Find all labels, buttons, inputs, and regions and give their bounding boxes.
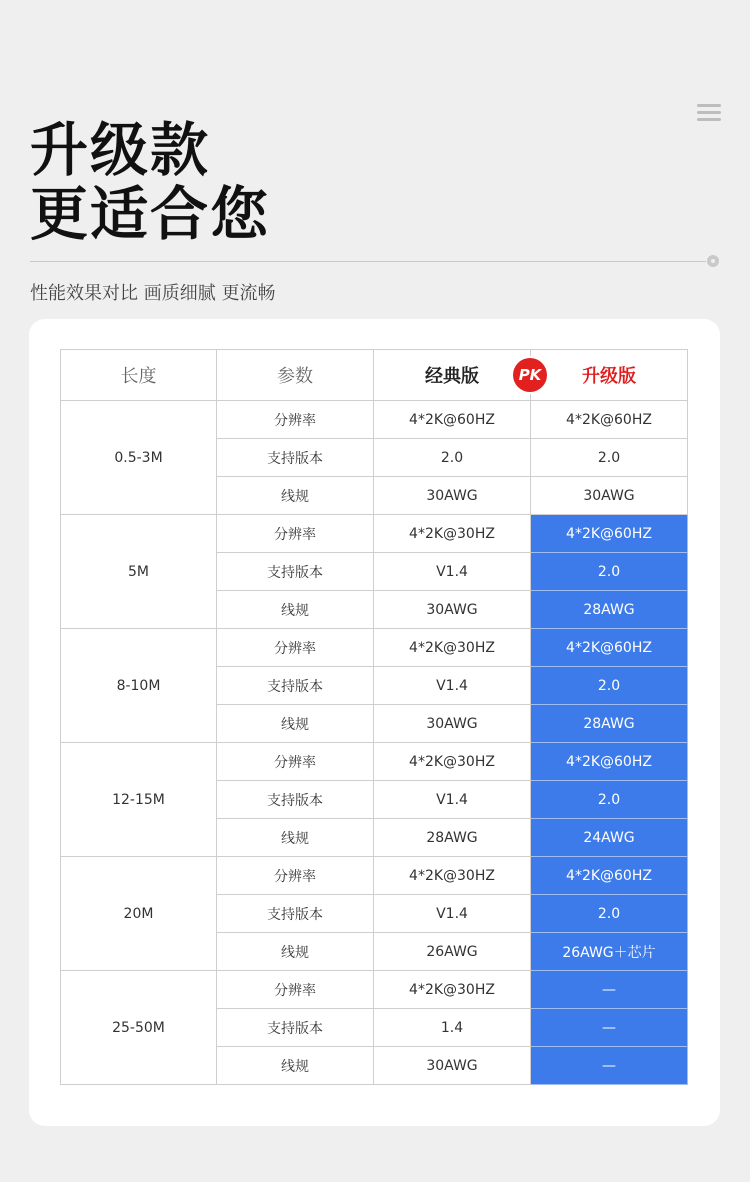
table-row bbox=[61, 629, 688, 667]
param-cell: 支持版本 bbox=[217, 439, 374, 477]
upgrade-cell: 28AWG bbox=[531, 705, 688, 743]
upgrade-cell: 30AWG bbox=[531, 477, 688, 515]
page-title bbox=[30, 118, 270, 246]
param-cell: 线规 bbox=[217, 477, 374, 515]
length-cell: 20M bbox=[61, 857, 217, 971]
classic-cell: 4*2K@30HZ bbox=[374, 629, 531, 667]
table-row bbox=[61, 971, 688, 1009]
upgrade-cell: — bbox=[531, 1047, 688, 1085]
param-cell: 支持版本 bbox=[217, 667, 374, 705]
param-cell: 支持版本 bbox=[217, 895, 374, 933]
table-row bbox=[61, 857, 688, 895]
param-cell: 线规 bbox=[217, 933, 374, 971]
classic-cell: 28AWG bbox=[374, 819, 531, 857]
classic-cell: 2.0 bbox=[374, 439, 531, 477]
table-row bbox=[61, 515, 688, 553]
classic-cell: 4*2K@60HZ bbox=[374, 401, 531, 439]
upgrade-cell: 28AWG bbox=[531, 591, 688, 629]
param-cell: 分辨率 bbox=[217, 629, 374, 667]
classic-cell: V1.4 bbox=[374, 667, 531, 705]
length-cell: 25-50M bbox=[61, 971, 217, 1085]
divider-line bbox=[30, 261, 706, 262]
table-row bbox=[61, 401, 688, 439]
length-cell: 8-10M bbox=[61, 629, 217, 743]
param-cell: 线规 bbox=[217, 1047, 374, 1085]
comparison-table bbox=[60, 349, 688, 1085]
classic-cell: 4*2K@30HZ bbox=[374, 857, 531, 895]
param-cell: 线规 bbox=[217, 591, 374, 629]
param-cell: 分辨率 bbox=[217, 971, 374, 1009]
classic-cell: 30AWG bbox=[374, 705, 531, 743]
classic-cell: 1.4 bbox=[374, 1009, 531, 1047]
param-cell: 分辨率 bbox=[217, 401, 374, 439]
param-cell: 分辨率 bbox=[217, 743, 374, 781]
upgrade-cell: — bbox=[531, 971, 688, 1009]
upgrade-cell: 4*2K@60HZ bbox=[531, 629, 688, 667]
param-cell: 线规 bbox=[217, 819, 374, 857]
upgrade-cell: 4*2K@60HZ bbox=[531, 401, 688, 439]
param-cell: 分辨率 bbox=[217, 515, 374, 553]
upgrade-cell: 26AWG＋芯片 bbox=[531, 933, 688, 971]
classic-cell: V1.4 bbox=[374, 895, 531, 933]
header-classic-label: 经典版 bbox=[425, 366, 479, 387]
header-length: 长度 bbox=[61, 350, 217, 401]
upgrade-cell: 2.0 bbox=[531, 439, 688, 477]
param-cell: 支持版本 bbox=[217, 1009, 374, 1047]
header-classic bbox=[374, 350, 542, 401]
classic-cell: V1.4 bbox=[374, 553, 531, 591]
upgrade-cell: 2.0 bbox=[531, 667, 688, 705]
classic-cell: 4*2K@30HZ bbox=[374, 515, 531, 553]
classic-cell: 30AWG bbox=[374, 1047, 531, 1085]
title-line-2: 更适合您 bbox=[30, 180, 271, 248]
param-cell: 线规 bbox=[217, 705, 374, 743]
length-cell: 12-15M bbox=[61, 743, 217, 857]
title-line-1: 升级款 bbox=[30, 116, 211, 184]
param-cell: 分辨率 bbox=[217, 857, 374, 895]
menu-icon[interactable] bbox=[697, 104, 721, 122]
upgrade-cell: 4*2K@60HZ bbox=[531, 743, 688, 781]
classic-cell: 26AWG bbox=[374, 933, 531, 971]
table-row bbox=[61, 743, 688, 781]
upgrade-cell: 2.0 bbox=[531, 895, 688, 933]
table-header-row bbox=[61, 350, 688, 401]
page-subtitle: 性能效果对比 画质细腻 更流畅 bbox=[30, 283, 276, 304]
param-cell: 支持版本 bbox=[217, 781, 374, 819]
divider-dot-icon bbox=[707, 255, 719, 267]
classic-cell: 30AWG bbox=[374, 477, 531, 515]
length-cell: 5M bbox=[61, 515, 217, 629]
length-cell: 0.5-3M bbox=[61, 401, 217, 515]
classic-cell: 30AWG bbox=[374, 591, 531, 629]
upgrade-cell: 2.0 bbox=[531, 553, 688, 591]
classic-cell: 4*2K@30HZ bbox=[374, 743, 531, 781]
classic-cell: 4*2K@30HZ bbox=[374, 971, 531, 1009]
pk-badge: PK bbox=[513, 358, 547, 392]
upgrade-cell: 24AWG bbox=[531, 819, 688, 857]
header-upgrade: 升级版 bbox=[531, 350, 688, 401]
header-param: 参数 bbox=[217, 350, 374, 401]
upgrade-cell: 4*2K@60HZ bbox=[531, 515, 688, 553]
upgrade-cell: 2.0 bbox=[531, 781, 688, 819]
comparison-card bbox=[29, 319, 720, 1126]
classic-cell: V1.4 bbox=[374, 781, 531, 819]
upgrade-cell: — bbox=[531, 1009, 688, 1047]
upgrade-cell: 4*2K@60HZ bbox=[531, 857, 688, 895]
param-cell: 支持版本 bbox=[217, 553, 374, 591]
